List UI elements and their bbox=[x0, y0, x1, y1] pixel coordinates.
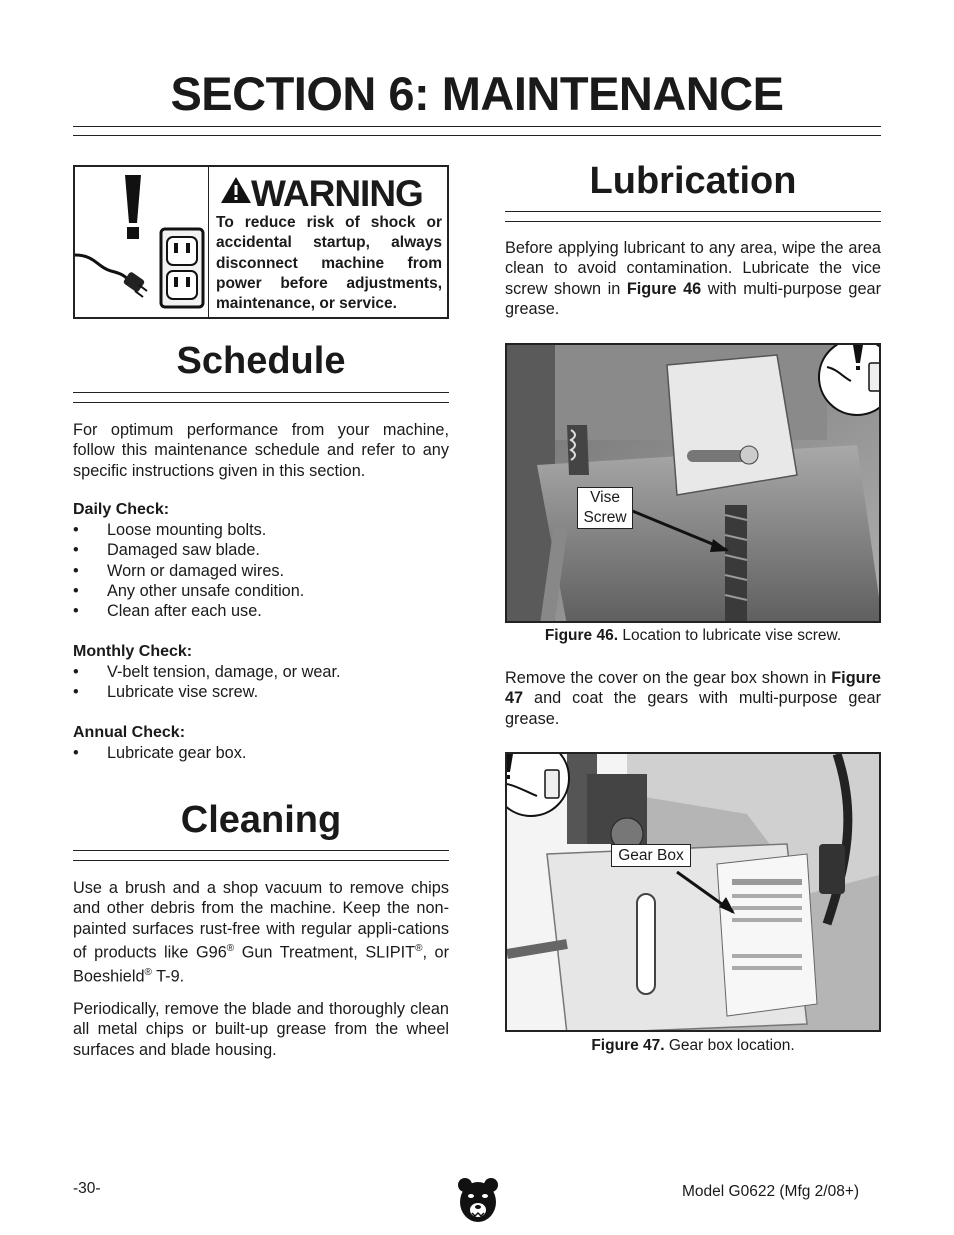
figure-46-caption: Figure 46. Location to lubricate vise screw. bbox=[544, 627, 842, 644]
list-item: • V-belt tension, damage, or wear. bbox=[73, 662, 449, 682]
figure-46-photo bbox=[505, 343, 881, 623]
lubrication-paragraph-2: Remove the cover on the gear box shown in Figure 47 and coat the gears with multi-purpose gear grease. bbox=[505, 669, 881, 728]
cleaning-paragraph-1: Use a brush and a shop vacuum to remove chips and other debris from the machine. Keep the non-painted surfaces rust-free with regular appli-cations of products like G96® Gun Treatment, SLIPIT®, or Boeshield® T-9. bbox=[73, 879, 449, 986]
warning-graphic bbox=[75, 167, 209, 317]
daily-check-heading: Daily Check: bbox=[73, 501, 170, 518]
warning-text: To reduce risk of shock or accidental startup, always disconnect machine from power before adjustments, maintenance, or service. bbox=[216, 214, 442, 313]
list-item: • Damaged saw blade. bbox=[73, 540, 449, 560]
model-label: Model G0622 (Mfg 2/08+) bbox=[682, 1183, 860, 1200]
list-item: • Loose mounting bolts. bbox=[73, 520, 449, 540]
schedule-heading: Schedule bbox=[176, 340, 346, 382]
list-item: • Worn or damaged wires. bbox=[73, 561, 449, 581]
warning-heading: WARNING bbox=[251, 173, 423, 214]
figure-47-photo bbox=[505, 752, 881, 1032]
list-item: • Lubricate gear box. bbox=[73, 743, 449, 763]
lubrication-paragraph-1: Before applying lubricant to any area, wipe the area clean to avoid contamination. Lubricate the vice screw shown in Figure 46 with multi-purpose gear grease. bbox=[505, 239, 881, 318]
figure-47-caption: Figure 47. Gear box location. bbox=[591, 1037, 795, 1054]
cleaning-rule-bottom bbox=[73, 860, 449, 861]
plug-outlet-icon bbox=[75, 167, 209, 317]
warning-triangle-icon bbox=[219, 175, 253, 205]
lubrication-rule-top bbox=[505, 211, 881, 212]
title-rule-bottom bbox=[73, 135, 881, 136]
list-item: • Any other unsafe condition. bbox=[73, 581, 449, 601]
page-title: SECTION 6: MAINTENANCE bbox=[170, 67, 784, 120]
page-number: -30- bbox=[73, 1180, 101, 1197]
warning-box bbox=[73, 165, 449, 319]
daily-check-list bbox=[73, 520, 449, 621]
lubrication-heading: Lubrication bbox=[589, 160, 797, 202]
annual-check-heading: Annual Check: bbox=[73, 724, 186, 741]
monthly-check-heading: Monthly Check: bbox=[73, 643, 193, 660]
list-item: • Clean after each use. bbox=[73, 601, 449, 621]
cleaning-heading: Cleaning bbox=[180, 799, 342, 841]
schedule-rule-top bbox=[73, 392, 449, 393]
cleaning-paragraph-2: Periodically, remove the blade and thoroughly clean all metal chips or built-up grease from the wheel surfaces and blade housing. bbox=[73, 1000, 449, 1059]
lubrication-rule-bottom bbox=[505, 221, 881, 222]
list-item: • Lubricate vise screw. bbox=[73, 682, 449, 702]
schedule-rule-bottom bbox=[73, 402, 449, 403]
cleaning-rule-top bbox=[73, 850, 449, 851]
bear-logo-icon bbox=[457, 1176, 499, 1224]
gear-box-callout: Gear Box bbox=[611, 844, 691, 867]
schedule-intro: For optimum performance from your machine, follow this maintenance schedule and refer to any specific instructions given in this section. bbox=[73, 421, 449, 480]
monthly-check-list bbox=[73, 662, 449, 703]
title-rule-top bbox=[73, 126, 881, 127]
annual-check-list bbox=[73, 743, 449, 763]
vise-screw-callout: Vise Screw bbox=[577, 487, 633, 529]
